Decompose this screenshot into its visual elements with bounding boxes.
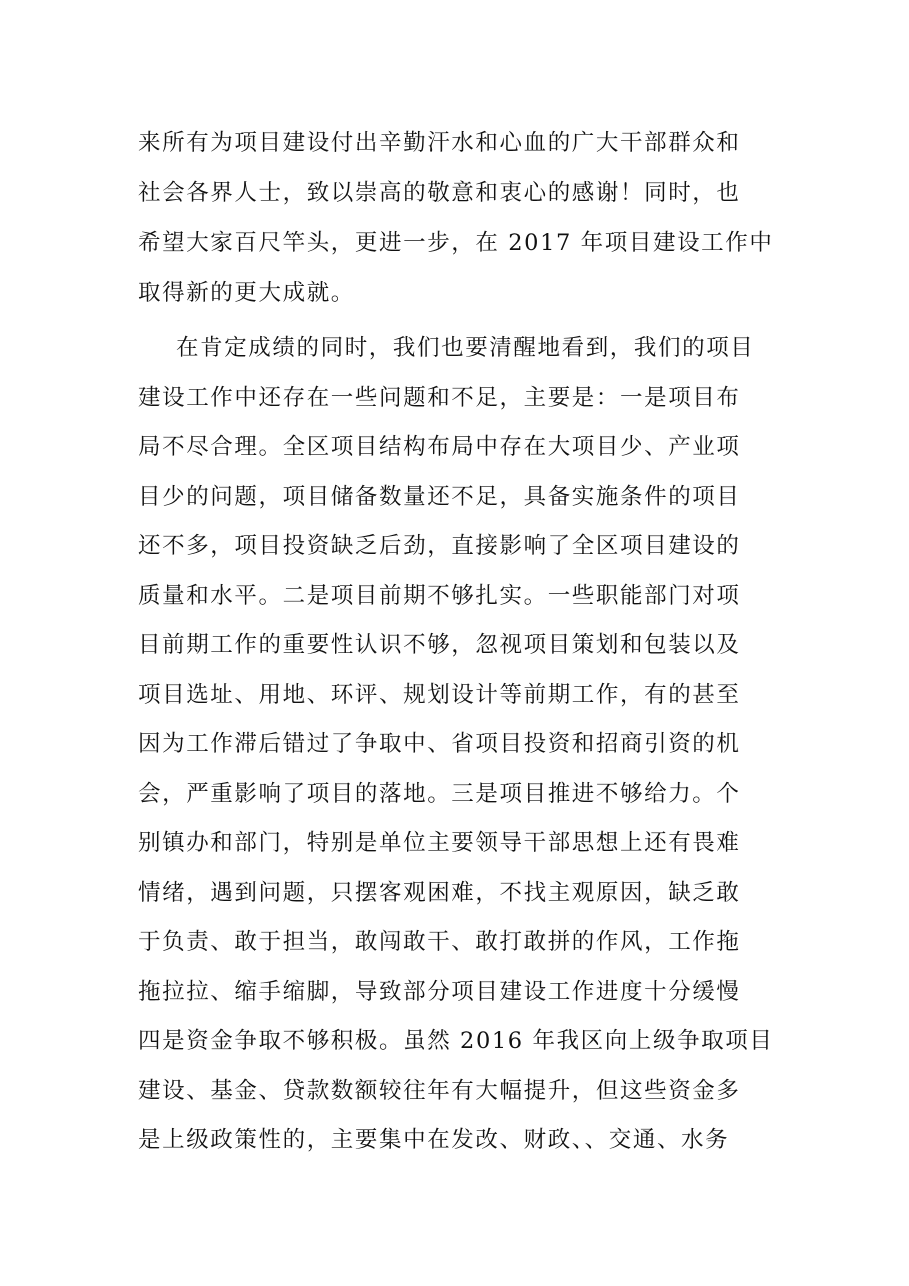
text-line: 别镇办和部门，特别是单位主要领导干部思想上还有畏难: [138, 830, 741, 856]
text-line: 局不尽合理。全区项目结构布局中存在大项目少、产业项: [138, 434, 741, 460]
text-line: 还不多，项目投资缺乏后劲，直接影响了全区项目建设的: [138, 533, 741, 559]
text-line: 因为工作滞后错过了争取中、省项目投资和招商引资的机: [138, 731, 741, 757]
text-line: 希望大家百尺竿头，更进一步，在 2017 年项目建设工作中: [138, 230, 774, 256]
text-line: 拖拉拉、缩手缩脚，导致部分项目建设工作进度十分缓慢: [138, 979, 741, 1005]
text-line: 项目选址、用地、环评、规划设计等前期工作，有的甚至: [138, 682, 741, 708]
text-line: 质量和水平。二是项目前期不够扎实。一些职能部门对项: [138, 583, 741, 609]
text-line: 于负责、敢于担当，敢闯敢干、敢打敢拼的作风，工作拖: [138, 929, 741, 955]
text-line: 建设、基金、贷款数额较往年有大幅提升，但这些资金多: [138, 1078, 741, 1104]
text-line: 取得新的更大成就。: [138, 280, 355, 306]
text-line: 四是资金争取不够积极。虽然 2016 年我区向上级争取项目: [138, 1028, 774, 1054]
paragraph-first-line: 在肯定成绩的同时，我们也要清醒地看到，我们的项目: [176, 335, 755, 361]
text-line: 目前期工作的重要性认识不够，忽视项目策划和包装以及: [138, 632, 741, 658]
text-line: 社会各界人士，致以崇高的敬意和衷心的感谢！同时，也: [138, 180, 741, 206]
text-line: 情绪，遇到问题，只摆客观困难，不找主观原因，缺乏敢: [138, 880, 741, 906]
text-line: 是上级政策性的，主要集中在发改、财政、、交通、水务: [138, 1127, 730, 1153]
text-line: 建设工作中还存在一些问题和不足，主要是：一是项目布: [138, 385, 741, 411]
text-line: 目少的问题，项目储备数量还不足，具备实施条件的项目: [138, 484, 741, 510]
text-line: 来所有为项目建设付出辛勤汗水和心血的广大干部群众和: [138, 130, 741, 156]
text-line: 会，严重影响了项目的落地。三是项目推进不够给力。个: [138, 781, 741, 807]
